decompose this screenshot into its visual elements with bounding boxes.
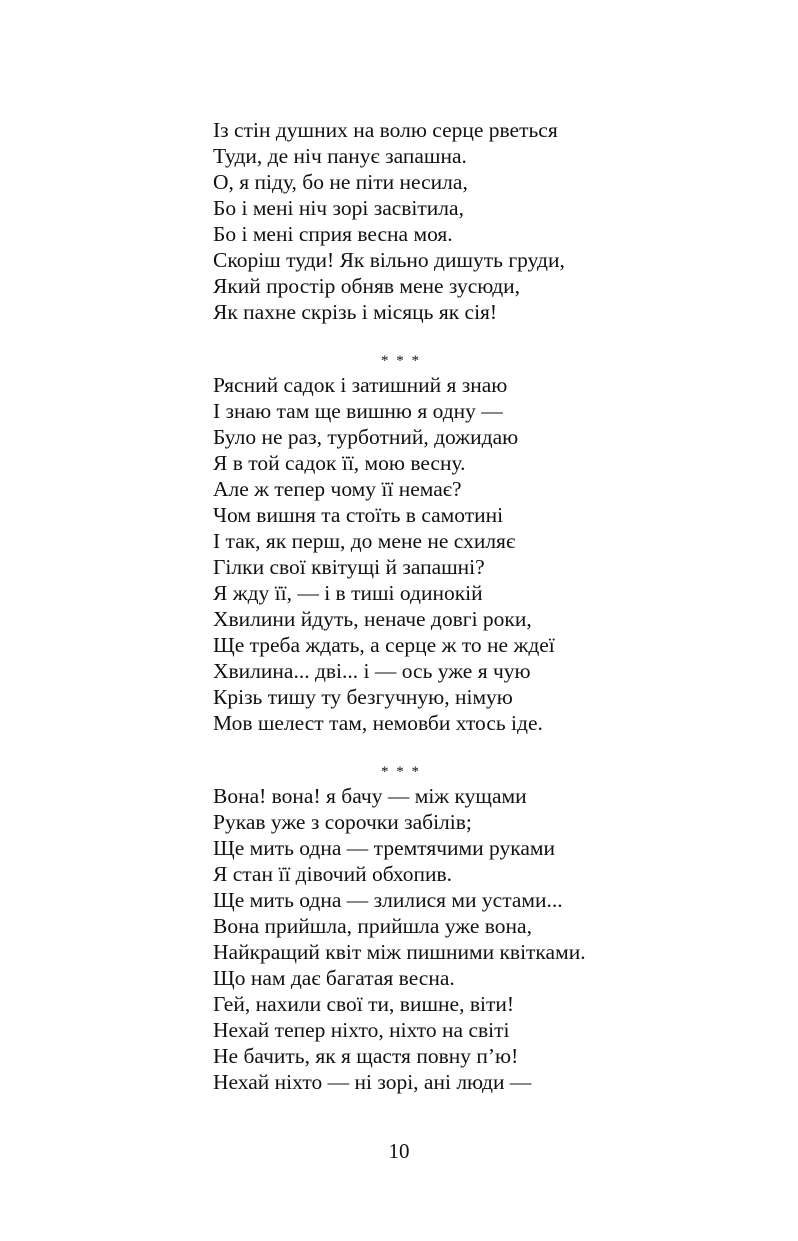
verse-line: Ще мить одна — злилися ми устами... <box>213 888 563 912</box>
verse-line: Скоріш туди! Як вільно дишуть груди, <box>213 248 565 272</box>
verse-line: І так, як перш, до мене не схиляє <box>213 529 516 553</box>
verse-line: Ще мить одна — тремтячими руками <box>213 836 556 860</box>
verse-line: Із стін душних на волю серце рветься <box>213 118 558 142</box>
verse-line: Ще треба ждать, а серце ж то не ждеї <box>213 633 555 657</box>
verse-line: Я в той садок її, мою весну. <box>213 451 466 475</box>
verse-line: Що нам дає багатая весна. <box>213 966 455 990</box>
verse-line: Туди, де ніч панує запашна. <box>213 144 467 168</box>
stanza <box>213 117 733 325</box>
verse-line: Я жду її, — і в тиші одинокій <box>213 581 483 605</box>
verse-line: Хвилини йдуть, неначе довгі роки, <box>213 607 532 631</box>
verse-line: Чом вишня та стоїть в самотині <box>213 503 504 527</box>
verse-line: Гілки свої квітущі й запашні? <box>213 555 485 579</box>
verse-line: Як пахне скрізь і місяць як сія! <box>213 300 498 324</box>
verse-line: Рукав уже з сорочки забілів; <box>213 810 472 834</box>
stanza <box>213 757 733 1095</box>
verse-line: Який простір обняв мене зусюди, <box>213 274 521 298</box>
section-separator: * * * <box>381 764 421 780</box>
verse-line: І знаю там ще вишню я одну — <box>213 399 503 423</box>
verse-line: Рясний садок і затишний я знаю <box>213 373 508 397</box>
verse-line: Нехай тепер ніхто, ніхто на світі <box>213 1018 510 1042</box>
verse-line: Мов шелест там, немовби хтось іде. <box>213 711 543 735</box>
verse-line: О, я піду, бо не піти несила, <box>213 170 468 194</box>
verse-line: Гей, нахили свої ти, вишне, віти! <box>213 992 514 1016</box>
verse-line: Хвилина... дві... і — ось уже я чую <box>213 659 531 683</box>
poem-text <box>213 117 733 1095</box>
verse-line: Найкращий квіт між пишними квітками. <box>213 940 586 964</box>
page-number: 10 <box>388 1139 410 1163</box>
verse-line: Було не раз, турботний, дожидаю <box>213 425 519 449</box>
verse-line: Бо і мені сприя весна моя. <box>213 222 453 246</box>
verse-line: Нехай ніхто — ні зорі, ані люди — <box>213 1070 532 1094</box>
verse-line: Але ж тепер чому її немає? <box>213 477 462 501</box>
verse-line: Бо і мені ніч зорі засвітила, <box>213 196 464 220</box>
stanza <box>213 346 733 736</box>
verse-line: Вона! вона! я бачу — між кущами <box>213 784 527 808</box>
verse-line: Вона прийшла, прийшла уже вона, <box>213 914 532 938</box>
verse-line: Не бачить, як я щастя повну п’ю! <box>213 1044 519 1068</box>
verse-line: Крізь тишу ту безгучную, німую <box>213 685 513 709</box>
verse-line: Я стан її дівочий обхопив. <box>213 862 453 886</box>
section-separator: * * * <box>381 353 421 369</box>
